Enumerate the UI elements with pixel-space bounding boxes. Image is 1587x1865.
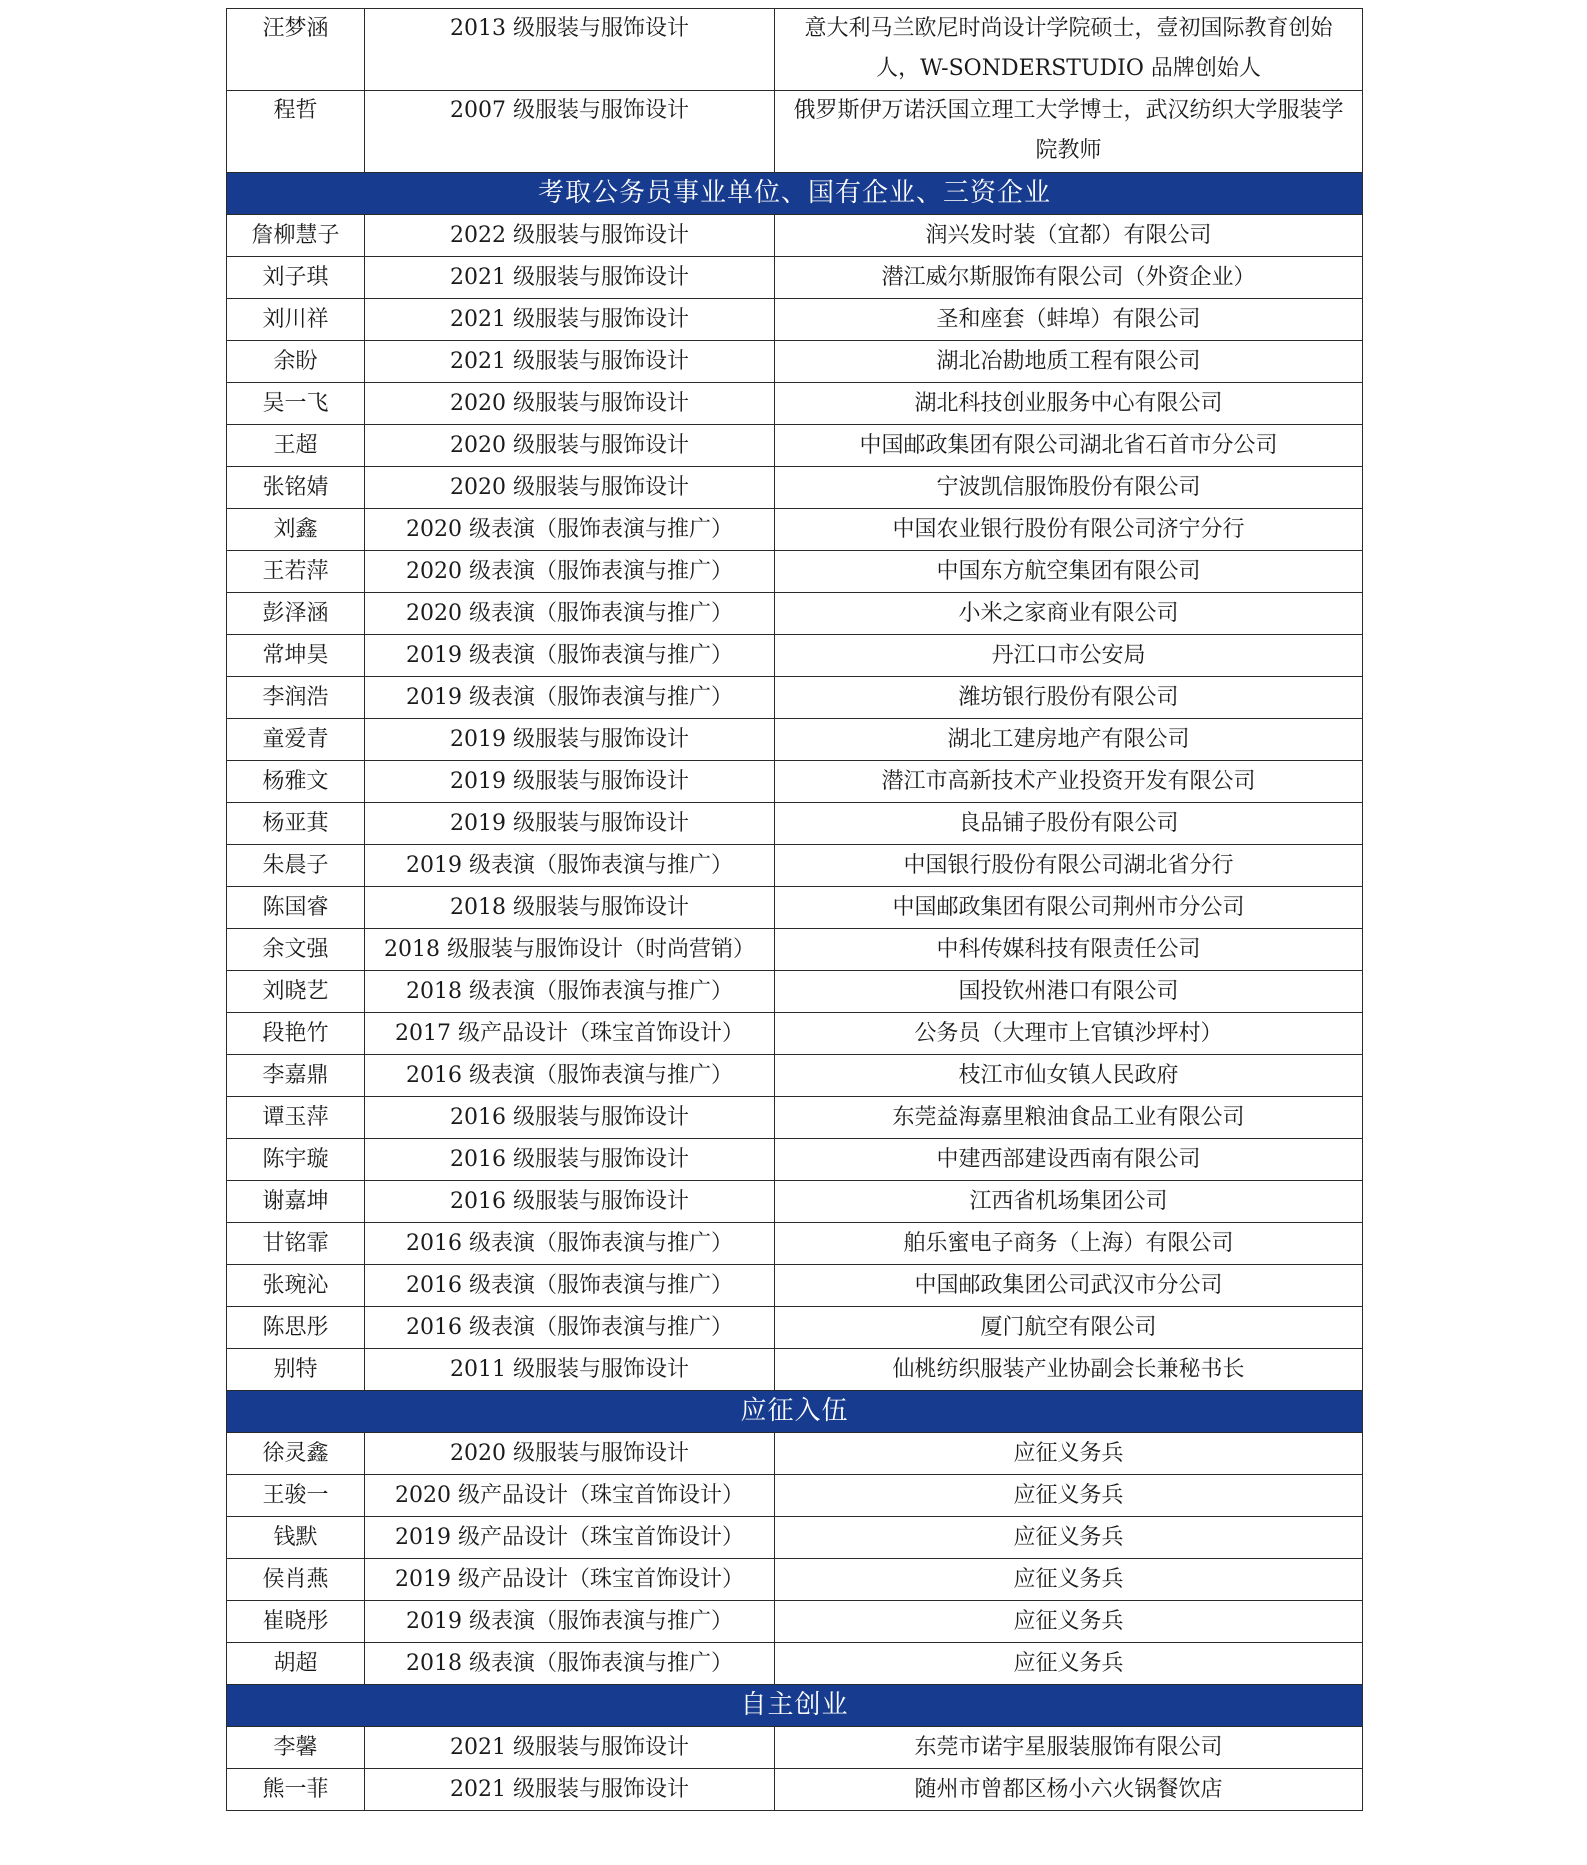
table-row <box>227 509 1363 551</box>
destination-cell: 应征义务兵 <box>775 1601 1363 1643</box>
major-cell: 2018 级表演（服饰表演与推广） <box>365 971 775 1013</box>
name-cell: 段艳竹 <box>227 1013 365 1055</box>
destination-cell: 中建西部建设西南有限公司 <box>775 1139 1363 1181</box>
destination-cell: 中科传媒科技有限责任公司 <box>775 929 1363 971</box>
table-row <box>227 1475 1363 1517</box>
name-cell: 杨亚萁 <box>227 803 365 845</box>
name-cell: 程哲 <box>227 91 365 173</box>
destination-cell: 江西省机场集团公司 <box>775 1181 1363 1223</box>
major-cell: 2020 级服装与服饰设计 <box>365 467 775 509</box>
table-row <box>227 1559 1363 1601</box>
alumni-table-body <box>227 9 1363 1811</box>
name-cell: 彭泽涵 <box>227 593 365 635</box>
name-cell: 汪梦涵 <box>227 9 365 91</box>
name-cell: 王超 <box>227 425 365 467</box>
destination-cell: 公务员（大理市上官镇沙坪村） <box>775 1013 1363 1055</box>
major-cell: 2019 级产品设计（珠宝首饰设计） <box>365 1517 775 1559</box>
destination-cell: 俄罗斯伊万诺沃国立理工大学博士，武汉纺织大学服装学院教师 <box>775 91 1363 173</box>
destination-cell: 润兴发时装（宜都）有限公司 <box>775 215 1363 257</box>
major-cell: 2019 级表演（服饰表演与推广） <box>365 677 775 719</box>
table-row <box>227 761 1363 803</box>
name-cell: 刘子琪 <box>227 257 365 299</box>
major-cell: 2018 级服装与服饰设计（时尚营销） <box>365 929 775 971</box>
destination-cell: 中国东方航空集团有限公司 <box>775 551 1363 593</box>
name-cell: 刘鑫 <box>227 509 365 551</box>
destination-cell: 仙桃纺织服装产业协副会长兼秘书长 <box>775 1349 1363 1391</box>
major-cell: 2020 级产品设计（珠宝首饰设计） <box>365 1475 775 1517</box>
major-cell: 2020 级表演（服饰表演与推广） <box>365 593 775 635</box>
name-cell: 钱默 <box>227 1517 365 1559</box>
destination-cell: 应征义务兵 <box>775 1475 1363 1517</box>
major-cell: 2021 级服装与服饰设计 <box>365 299 775 341</box>
table-row <box>227 1307 1363 1349</box>
table-row <box>227 1349 1363 1391</box>
table-row <box>227 1769 1363 1811</box>
destination-cell: 小米之家商业有限公司 <box>775 593 1363 635</box>
table-row <box>227 425 1363 467</box>
major-cell: 2019 级服装与服饰设计 <box>365 803 775 845</box>
name-cell: 陈宇璇 <box>227 1139 365 1181</box>
name-cell: 熊一菲 <box>227 1769 365 1811</box>
destination-cell: 枝江市仙女镇人民政府 <box>775 1055 1363 1097</box>
name-cell: 徐灵鑫 <box>227 1433 365 1475</box>
table-row <box>227 1055 1363 1097</box>
name-cell: 张铭婧 <box>227 467 365 509</box>
name-cell: 常坤昊 <box>227 635 365 677</box>
major-cell: 2021 级服装与服饰设计 <box>365 1727 775 1769</box>
destination-cell: 随州市曾都区杨小六火锅餐饮店 <box>775 1769 1363 1811</box>
major-cell: 2020 级表演（服饰表演与推广） <box>365 509 775 551</box>
major-cell: 2019 级产品设计（珠宝首饰设计） <box>365 1559 775 1601</box>
destination-cell: 中国邮政集团有限公司湖北省石首市分公司 <box>775 425 1363 467</box>
table-row <box>227 1013 1363 1055</box>
section-title: 应征入伍 <box>227 1391 1363 1433</box>
destination-cell: 潜江市高新技术产业投资开发有限公司 <box>775 761 1363 803</box>
major-cell: 2016 级表演（服饰表演与推广） <box>365 1307 775 1349</box>
major-cell: 2013 级服装与服饰设计 <box>365 9 775 91</box>
destination-cell: 应征义务兵 <box>775 1433 1363 1475</box>
section-header-row <box>227 1685 1363 1727</box>
table-row <box>227 971 1363 1013</box>
table-row <box>227 1223 1363 1265</box>
table-row <box>227 845 1363 887</box>
name-cell: 王若萍 <box>227 551 365 593</box>
destination-cell: 国投钦州港口有限公司 <box>775 971 1363 1013</box>
name-cell: 杨雅文 <box>227 761 365 803</box>
name-cell: 朱晨子 <box>227 845 365 887</box>
major-cell: 2016 级服装与服饰设计 <box>365 1139 775 1181</box>
table-row <box>227 467 1363 509</box>
name-cell: 李嘉鼎 <box>227 1055 365 1097</box>
major-cell: 2018 级表演（服饰表演与推广） <box>365 1643 775 1685</box>
destination-cell: 湖北科技创业服务中心有限公司 <box>775 383 1363 425</box>
name-cell: 詹柳慧子 <box>227 215 365 257</box>
major-cell: 2020 级服装与服饰设计 <box>365 1433 775 1475</box>
table-row <box>227 1643 1363 1685</box>
major-cell: 2019 级表演（服饰表演与推广） <box>365 845 775 887</box>
major-cell: 2022 级服装与服饰设计 <box>365 215 775 257</box>
name-cell: 陈思彤 <box>227 1307 365 1349</box>
table-row <box>227 215 1363 257</box>
table-row <box>227 677 1363 719</box>
table-row <box>227 1097 1363 1139</box>
major-cell: 2007 级服装与服饰设计 <box>365 91 775 173</box>
destination-cell: 湖北工建房地产有限公司 <box>775 719 1363 761</box>
table-row <box>227 1181 1363 1223</box>
name-cell: 余盼 <box>227 341 365 383</box>
major-cell: 2021 级服装与服饰设计 <box>365 1769 775 1811</box>
table-row <box>227 9 1363 91</box>
major-cell: 2021 级服装与服饰设计 <box>365 257 775 299</box>
table-row <box>227 1517 1363 1559</box>
name-cell: 崔晓彤 <box>227 1601 365 1643</box>
major-cell: 2016 级表演（服饰表演与推广） <box>365 1055 775 1097</box>
table-row <box>227 551 1363 593</box>
name-cell: 刘晓艺 <box>227 971 365 1013</box>
major-cell: 2016 级表演（服饰表演与推广） <box>365 1223 775 1265</box>
destination-cell: 潜江威尔斯服饰有限公司（外资企业） <box>775 257 1363 299</box>
table-row <box>227 1139 1363 1181</box>
name-cell: 张琬沁 <box>227 1265 365 1307</box>
major-cell: 2016 级服装与服饰设计 <box>365 1097 775 1139</box>
name-cell: 别特 <box>227 1349 365 1391</box>
name-cell: 陈国睿 <box>227 887 365 929</box>
major-cell: 2017 级产品设计（珠宝首饰设计） <box>365 1013 775 1055</box>
destination-cell: 中国邮政集团公司武汉市分公司 <box>775 1265 1363 1307</box>
name-cell: 吴一飞 <box>227 383 365 425</box>
name-cell: 胡超 <box>227 1643 365 1685</box>
name-cell: 谢嘉坤 <box>227 1181 365 1223</box>
table-row <box>227 887 1363 929</box>
destination-cell: 意大利马兰欧尼时尚设计学院硕士，壹初国际教育创始人，W-SONDERSTUDIO 品牌创始人 <box>775 9 1363 91</box>
destination-cell: 厦门航空有限公司 <box>775 1307 1363 1349</box>
table-row <box>227 803 1363 845</box>
section-title: 考取公务员事业单位、国有企业、三资企业 <box>227 173 1363 215</box>
destination-cell: 应征义务兵 <box>775 1517 1363 1559</box>
table-row <box>227 635 1363 677</box>
name-cell: 李润浩 <box>227 677 365 719</box>
table-row <box>227 719 1363 761</box>
destination-cell: 宁波凯信服饰股份有限公司 <box>775 467 1363 509</box>
major-cell: 2018 级服装与服饰设计 <box>365 887 775 929</box>
name-cell: 李馨 <box>227 1727 365 1769</box>
section-header-row <box>227 173 1363 215</box>
name-cell: 侯肖燕 <box>227 1559 365 1601</box>
major-cell: 2020 级服装与服饰设计 <box>365 425 775 467</box>
name-cell: 甘铭霏 <box>227 1223 365 1265</box>
table-row <box>227 1265 1363 1307</box>
table-row <box>227 1433 1363 1475</box>
destination-cell: 潍坊银行股份有限公司 <box>775 677 1363 719</box>
major-cell: 2020 级表演（服饰表演与推广） <box>365 551 775 593</box>
destination-cell: 中国农业银行股份有限公司济宁分行 <box>775 509 1363 551</box>
table-row <box>227 383 1363 425</box>
destination-cell: 湖北冶勘地质工程有限公司 <box>775 341 1363 383</box>
name-cell: 王骏一 <box>227 1475 365 1517</box>
table-row <box>227 1601 1363 1643</box>
major-cell: 2016 级服装与服饰设计 <box>365 1181 775 1223</box>
destination-cell: 东莞益海嘉里粮油食品工业有限公司 <box>775 1097 1363 1139</box>
destination-cell: 中国银行股份有限公司湖北省分行 <box>775 845 1363 887</box>
destination-cell: 良品铺子股份有限公司 <box>775 803 1363 845</box>
table-row <box>227 1727 1363 1769</box>
major-cell: 2019 级表演（服饰表演与推广） <box>365 1601 775 1643</box>
table-row <box>227 593 1363 635</box>
table-row <box>227 299 1363 341</box>
name-cell: 谭玉萍 <box>227 1097 365 1139</box>
destination-cell: 舶乐蜜电子商务（上海）有限公司 <box>775 1223 1363 1265</box>
destination-cell: 圣和座套（蚌埠）有限公司 <box>775 299 1363 341</box>
section-header-row <box>227 1391 1363 1433</box>
destination-cell: 中国邮政集团有限公司荆州市分公司 <box>775 887 1363 929</box>
name-cell: 刘川祥 <box>227 299 365 341</box>
table-row <box>227 257 1363 299</box>
name-cell: 童爱青 <box>227 719 365 761</box>
destination-cell: 应征义务兵 <box>775 1643 1363 1685</box>
major-cell: 2016 级表演（服饰表演与推广） <box>365 1265 775 1307</box>
destination-cell: 应征义务兵 <box>775 1559 1363 1601</box>
destination-cell: 丹江口市公安局 <box>775 635 1363 677</box>
table-row <box>227 929 1363 971</box>
destination-cell: 东莞市诺宇星服装服饰有限公司 <box>775 1727 1363 1769</box>
major-cell: 2011 级服装与服饰设计 <box>365 1349 775 1391</box>
table-row <box>227 341 1363 383</box>
major-cell: 2019 级服装与服饰设计 <box>365 761 775 803</box>
major-cell: 2021 级服装与服饰设计 <box>365 341 775 383</box>
major-cell: 2019 级服装与服饰设计 <box>365 719 775 761</box>
major-cell: 2019 级表演（服饰表演与推广） <box>365 635 775 677</box>
alumni-table <box>226 8 1363 1811</box>
section-title: 自主创业 <box>227 1685 1363 1727</box>
major-cell: 2020 级服装与服饰设计 <box>365 383 775 425</box>
name-cell: 余文强 <box>227 929 365 971</box>
table-row <box>227 91 1363 173</box>
